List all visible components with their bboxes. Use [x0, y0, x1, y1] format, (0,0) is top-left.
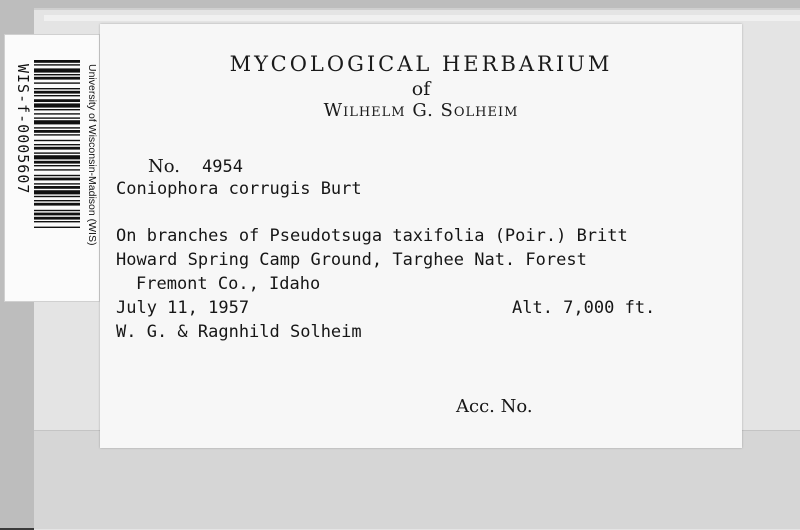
envelope-edge: [44, 15, 800, 21]
herbarium-of: of: [411, 78, 431, 100]
barcode: [34, 60, 80, 274]
svg-text:WIS-f-0005607: WIS-f-0005607: [14, 64, 32, 195]
specimen-number: 4954: [202, 157, 243, 177]
svg-text:University of Wisconsin-Madiso: University of Wisconsin-Madison (WIS): [86, 64, 98, 246]
collectors: W. G. & Ragnhild Solheim: [116, 322, 362, 342]
herbarium-owner: Wilhelm G. Solheim: [323, 100, 519, 121]
institution-label: [80, 34, 98, 300]
collection-date: July 11, 1957: [116, 298, 250, 318]
altitude: Alt. 7,000 ft.: [512, 298, 656, 318]
herbarium-title: MYCOLOGICAL HERBARIUM: [229, 52, 613, 76]
substrate: On branches of Pseudotsuga taxifolia (Poir.) Britt: [116, 226, 628, 246]
locality-line2: Fremont Co., Idaho: [136, 274, 321, 294]
taxon-name: Coniophora corrugis Burt: [116, 179, 362, 199]
locality-line1: Howard Spring Camp Ground, Targhee Nat. Forest: [116, 250, 587, 270]
accession-label: Acc. No.: [456, 396, 533, 417]
number-label: No.: [148, 156, 180, 177]
barcode-number: [6, 34, 30, 300]
